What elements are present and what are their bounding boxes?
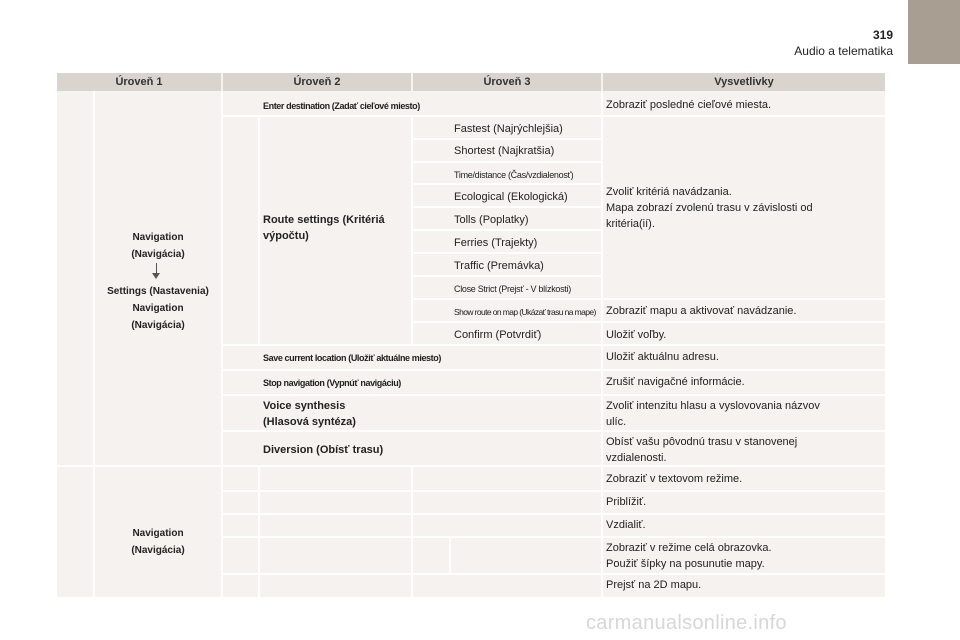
grid-line <box>223 490 885 492</box>
header-description: Vysvetlivky <box>603 73 885 91</box>
grid-line <box>449 536 451 574</box>
desc-text-mode: Zobraziť v textovom režime. <box>606 473 743 485</box>
grid-line <box>413 229 601 231</box>
page-section-title: Audio a telematika <box>794 44 893 58</box>
option-ferries: Ferries (Trajekty) <box>454 237 538 249</box>
page-number: 319 <box>872 28 893 42</box>
header-level1: Úroveň 1 <box>57 73 221 91</box>
watermark: carmanualsonline.info <box>586 612 787 634</box>
option-fastest: Fastest (Najrýchlejšia) <box>454 123 563 135</box>
desc-fullscreen: Zobraziť v režime celá obrazovka. Použiť šípky na posunutie mapy. <box>606 542 772 570</box>
level2-save-location: Save current location (Uložiť aktuálne miesto) <box>263 353 441 363</box>
grid-line <box>413 252 601 254</box>
grid-line <box>411 467 413 597</box>
option-tolls: Tolls (Poplatky) <box>454 214 529 226</box>
grid-line <box>413 321 885 323</box>
page-tab <box>908 0 960 64</box>
desc-route-criteria: Zvoliť kritériá navádzania. Mapa zobrazí zvolenú trasu v závislosti od kritéria(ií). <box>606 186 813 230</box>
desc-voice-synthesis: Zvoliť intenzitu hlasu a vyslovovania názvov ulíc. <box>606 400 820 428</box>
desc-zoom-in: Priblížiť. <box>606 496 647 508</box>
desc-2d-map: Prejsť na 2D mapu. <box>606 579 702 591</box>
option-time-distance: Time/distance (Čas/vzdialenosť) <box>454 170 574 180</box>
level2-stop-navigation: Stop navigation (Vypnúť navigáciu) <box>263 378 401 388</box>
grid-line <box>223 369 885 371</box>
level2-enter-destination: Enter destination (Zadať cieľové miesto) <box>263 101 420 111</box>
level2-diversion: Diversion (Obísť trasu) <box>263 444 384 456</box>
grid-line <box>258 117 260 344</box>
header-level2: Úroveň 2 <box>223 73 411 91</box>
grid-line <box>413 275 601 277</box>
menu-table <box>57 73 885 597</box>
grid-line <box>413 138 601 140</box>
grid-line <box>258 467 260 597</box>
option-close-strict: Close Strict (Prejsť - V blízkosti) <box>454 284 571 294</box>
grid-line <box>223 430 885 432</box>
header-level3: Úroveň 3 <box>413 73 601 91</box>
grid-line <box>223 344 885 346</box>
option-show-route: Show route on map (Ukázať trasu na mape) <box>454 307 596 317</box>
grid-line <box>223 513 885 515</box>
option-traffic: Traffic (Premávka) <box>454 260 544 272</box>
level2-route-settings: Route settings (Kritériá výpočtu) <box>263 214 385 242</box>
desc-save-location: Uložiť aktuálnu adresu. <box>606 351 719 363</box>
desc-stop-navigation: Zrušiť navigačné informácie. <box>606 376 745 388</box>
option-shortest: Shortest (Najkratšia) <box>454 145 555 157</box>
desc-diversion: Obísť vašu pôvodnú trasu v stanovenej vzdialenosti. <box>606 436 798 464</box>
arrow-down-icon <box>152 273 160 279</box>
desc-show-route: Zobraziť mapu a aktivovať navádzanie. <box>606 305 797 317</box>
grid-line <box>223 394 885 396</box>
grid-line <box>413 298 885 300</box>
grid-line <box>223 536 885 538</box>
grid-line <box>223 115 885 117</box>
grid-line <box>413 206 601 208</box>
option-confirm: Confirm (Potvrdiť) <box>454 329 542 341</box>
desc-enter-destination: Zobraziť posledné cieľové miesta. <box>606 99 772 111</box>
grid-line <box>413 161 601 163</box>
level1-navigation-settings: Navigation (Navigácia) Settings (Nastavenia) Navigation (Navigácia) <box>107 232 209 331</box>
level1-navigation: Navigation (Navigácia) <box>131 528 185 556</box>
grid-line <box>223 573 885 575</box>
option-ecological: Ecological (Ekologická) <box>454 191 568 203</box>
desc-zoom-out: Vzdialiť. <box>606 519 646 531</box>
level2-voice-synthesis: Voice synthesis (Hlasová syntéza) <box>263 400 356 428</box>
grid-line <box>93 91 95 597</box>
desc-confirm: Uložiť voľby. <box>606 329 667 341</box>
grid-line <box>413 183 601 185</box>
